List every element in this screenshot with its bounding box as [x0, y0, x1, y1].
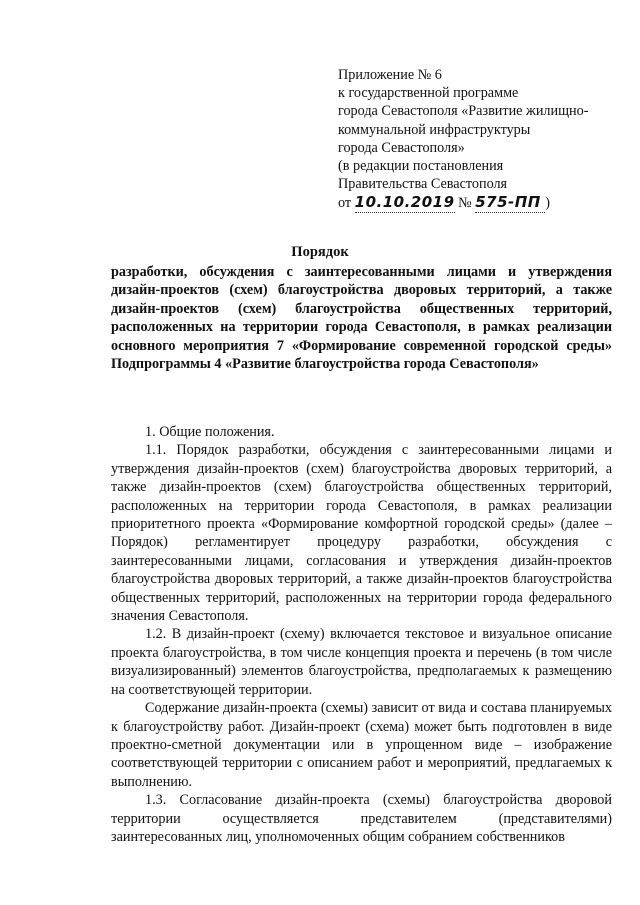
paragraph: Содержание дизайн-проекта (схемы) зависит от вида и состава планируемых к благоустройству работ. Дизайн-проект (схема) может быть подготовлен в виде проектно-сметной документации или в упрощенном виде – изображение соответствующей территории с описанием работ и мероприятий, предлагаемых к выполнению.	[111, 700, 612, 790]
paragraph: 1.1. Порядок разработки, обсуждения с заинтересованными лицами и утверждения дизайн-проектов (схем) благоустройства дворовых территорий, а также дизайн-проектов (схем) благоустройства общественных территорий, расположенных на территории города Севастополя, в рамках реализации приоритетного проекта «Формирование комфортной городской среды» (далее – Порядок) регламентирует процедуру разработки, обсуждения с заинтересованными лицами, согласования и утверждения дизайн-проектов благоустройства дворовых территорий, а также дизайн-проектов благоустройства общественных территорий, расположенных на территории города федерального значения Севастополя.	[111, 442, 612, 625]
paragraph: 1.2. В дизайн-проект (схему) включается текстовое и визуальное описание проекта благоустройства, в том числе концепция проекта и перечень (в том числе визуализированный) элементов благоустройства, предполагаемых к размещению на соответствующей территории.	[111, 626, 612, 698]
handwritten-number: 575-ПП	[475, 193, 545, 212]
closing-paren: )	[545, 195, 550, 212]
document-subtitle: разработки, обсуждения с заинтересованными лицами и утверждения дизайн-проектов (схем) благоустройства дворовых территорий, а также дизайн-проектов (схем) благоустройства общественных территорий, расположенных на территории города Севастополя, в рамках реализации основного мероприятия 7 «Формирование современной городской среды» Подпрограммы 4 «Развитие благоустройства города Севастополя»	[111, 264, 612, 373]
number-prefix: №	[458, 195, 472, 212]
appendix-line: коммунальной инфраструктуры	[338, 121, 531, 138]
appendix-line: Приложение № 6	[338, 67, 442, 83]
appendix-line: к государственной программе	[338, 85, 519, 102]
document-body	[111, 423, 612, 846]
date-prefix: от	[338, 195, 352, 212]
handwritten-date: 10.10.2019	[354, 193, 455, 212]
section-heading: 1. Общие положения.	[145, 424, 275, 440]
resolution-date-line	[338, 193, 628, 212]
appendix-line: Правительства Севастополя	[338, 176, 508, 193]
appendix-line: города Севастополя»	[338, 139, 465, 156]
paragraph: 1.3. Согласование дизайн-проекта (схемы) благоустройства дворовой территории осуществляется представителем (представителями) заинтересованных лиц, уполномоченных общим собранием собственников	[111, 792, 612, 845]
document-title: Порядок	[291, 244, 349, 260]
appendix-line: города Севастополя «Развитие жилищно-	[338, 103, 589, 120]
appendix-header	[338, 66, 628, 213]
appendix-line: (в редакции постановления	[338, 158, 504, 175]
